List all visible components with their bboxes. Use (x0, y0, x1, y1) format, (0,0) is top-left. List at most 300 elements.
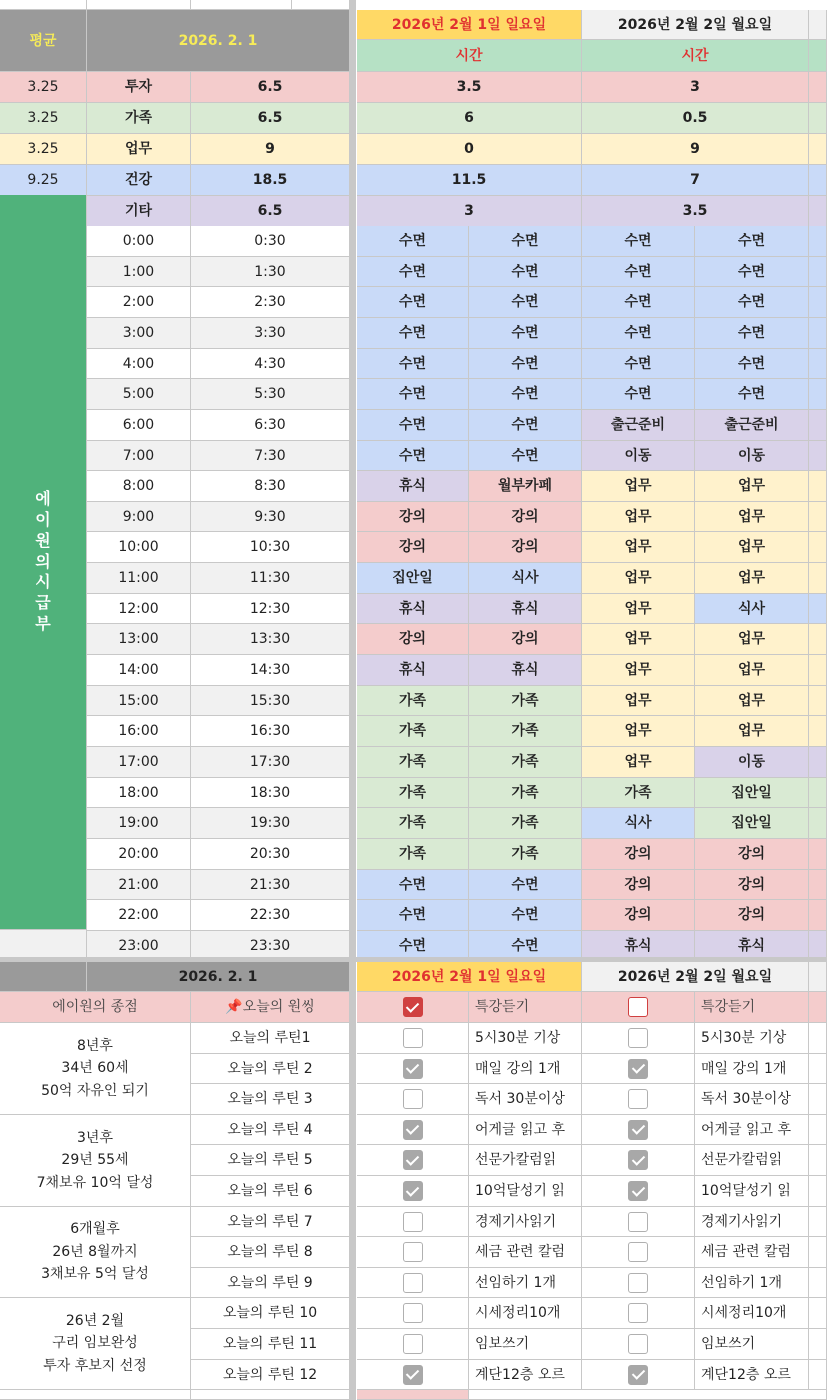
routine-name: 오늘의 루틴 3 (191, 1084, 350, 1115)
schedule-cell[interactable]: 수면 (357, 441, 469, 471)
edge (809, 992, 827, 1023)
schedule-cell[interactable]: 강의 (695, 870, 809, 900)
day2-routine-task[interactable]: 시세정리10개 (695, 1298, 809, 1329)
routine-name: 오늘의 루틴 9 (191, 1268, 350, 1298)
schedule-cell[interactable]: 업무 (582, 686, 695, 716)
day2-routine-task[interactable]: 5시30분 기상 (695, 1023, 809, 1054)
day1-routine-task[interactable]: 시세정리10개 (469, 1298, 582, 1329)
day1-routine-check-cell[interactable] (357, 1298, 469, 1329)
schedule-cell[interactable]: 수면 (695, 226, 809, 257)
goal-text: 3년후 29년 55세 7채보유 10억 달성 (0, 1115, 191, 1207)
schedule-edge (809, 563, 827, 594)
checkbox[interactable] (628, 1242, 648, 1262)
checkbox[interactable] (628, 1212, 648, 1232)
half-hour-label: 10:30 (191, 532, 350, 563)
schedule-cell[interactable]: 수면 (695, 287, 809, 318)
hour-label: 21:00 (87, 870, 191, 900)
avg-value: 3.25 (0, 103, 87, 134)
routine-name: 오늘의 루틴 8 (191, 1237, 350, 1268)
hour-label: 8:00 (87, 471, 191, 502)
schedule-edge (809, 532, 827, 563)
schedule-cell[interactable]: 수면 (695, 318, 809, 349)
day1-routine-check-cell[interactable] (357, 1207, 469, 1237)
routine-name: 오늘의 루틴 5 (191, 1145, 350, 1176)
schedule-edge (809, 900, 827, 931)
day1-time-label: 시간 (357, 40, 582, 72)
schedule-cell[interactable]: 가족 (357, 808, 469, 839)
category-total: 6.5 (191, 196, 350, 227)
schedule-cell[interactable]: 수면 (469, 379, 582, 410)
schedule-cell[interactable]: 업무 (695, 471, 809, 502)
hour-label: 19:00 (87, 808, 191, 839)
day1-onething-task[interactable]: 특강듣기 (469, 992, 582, 1023)
schedule-cell[interactable]: 강의 (695, 839, 809, 870)
half-hour-label: 15:30 (191, 686, 350, 716)
schedule-edge (809, 441, 827, 471)
schedule-edge (809, 257, 827, 287)
checkbox[interactable] (403, 1028, 423, 1048)
day2-category-hours: 7 (582, 165, 809, 196)
hour-label: 12:00 (87, 594, 191, 624)
schedule-cell[interactable]: 식사 (469, 563, 582, 594)
schedule-cell[interactable]: 수면 (357, 379, 469, 410)
schedule-cell[interactable]: 수면 (469, 226, 582, 257)
schedule-cell[interactable]: 집안일 (695, 808, 809, 839)
schedule-cell[interactable]: 업무 (695, 655, 809, 686)
checkbox[interactable] (403, 1242, 423, 1262)
day1-routine-check-cell[interactable] (357, 1268, 469, 1298)
schedule-cell[interactable]: 강의 (582, 870, 695, 900)
checkbox[interactable] (628, 1365, 648, 1385)
schedule-edge (809, 410, 827, 441)
schedule-cell[interactable]: 수면 (469, 441, 582, 471)
schedule-cell[interactable]: 휴식 (469, 655, 582, 686)
schedule-cell[interactable]: 가족 (469, 839, 582, 870)
schedule-cell[interactable]: 강의 (357, 502, 469, 532)
day2-routine-check-cell[interactable] (582, 1115, 695, 1145)
day3-edge (809, 165, 827, 196)
schedule-cell[interactable]: 출근준비 (695, 410, 809, 441)
bottom-fill (469, 1390, 827, 1400)
day2-category-hours: 9 (582, 134, 809, 165)
hour-label: 5:00 (87, 379, 191, 410)
half-hour-label: 12:30 (191, 594, 350, 624)
half-hour-label: 18:30 (191, 778, 350, 808)
edge (809, 1115, 827, 1145)
hour-label: 0:00 (87, 226, 191, 257)
category-label: 기타 (87, 196, 191, 227)
schedule-cell[interactable]: 강의 (582, 839, 695, 870)
half-hour-label: 13:30 (191, 624, 350, 655)
day2-routine-task[interactable]: 독서 30분이상 (695, 1084, 809, 1115)
stub-cell (0, 0, 87, 10)
schedule-cell[interactable]: 수면 (582, 226, 695, 257)
day2-routine-check-cell[interactable] (582, 1054, 695, 1084)
schedule-edge (809, 318, 827, 349)
checkbox[interactable] (628, 1334, 648, 1354)
half-hour-label: 21:30 (191, 870, 350, 900)
schedule-cell[interactable]: 강의 (357, 624, 469, 655)
day2-routine-task[interactable]: 경제기사읽기 (695, 1207, 809, 1237)
schedule-cell[interactable]: 가족 (357, 747, 469, 778)
schedule-cell[interactable]: 식사 (695, 594, 809, 624)
schedule-cell[interactable]: 수면 (357, 870, 469, 900)
day3-edge (809, 72, 827, 103)
edge (809, 1145, 827, 1176)
edge (809, 1268, 827, 1298)
schedule-cell[interactable]: 수면 (357, 318, 469, 349)
hour-label: 11:00 (87, 563, 191, 594)
avg-value: 3.25 (0, 72, 87, 103)
day2-routine-task[interactable]: 임보쓰기 (695, 1329, 809, 1360)
half-hour-label: 9:30 (191, 502, 350, 532)
avg-header: 평균 (0, 10, 87, 72)
schedule-cell[interactable]: 업무 (582, 563, 695, 594)
day2-routine-task[interactable]: 선임하기 1개 (695, 1268, 809, 1298)
edge (809, 1176, 827, 1207)
day2-routine-task[interactable]: 선문가칼럼읽 (695, 1145, 809, 1176)
side-label: 에이원의 시급부 (0, 195, 87, 930)
checkbox[interactable] (403, 1120, 423, 1140)
half-hour-label: 0:30 (191, 226, 350, 257)
stub-cell (191, 0, 292, 10)
day2-routine-check-cell[interactable] (582, 1237, 695, 1268)
schedule-cell[interactable]: 이동 (582, 441, 695, 471)
checkbox[interactable] (628, 1150, 648, 1170)
schedule-edge (809, 594, 827, 624)
schedule-cell[interactable]: 가족 (469, 808, 582, 839)
day1-routine-task[interactable]: 선임하기 1개 (469, 1268, 582, 1298)
hour-label: 4:00 (87, 349, 191, 379)
day1-routine-task[interactable]: 10억달성기 읽 (469, 1176, 582, 1207)
half-hour-label: 5:30 (191, 379, 350, 410)
schedule-cell[interactable]: 가족 (469, 686, 582, 716)
schedule-cell[interactable]: 휴식 (357, 655, 469, 686)
day1-routine-task[interactable]: 선문가칼럼읽 (469, 1145, 582, 1176)
checkbox[interactable] (403, 1212, 423, 1232)
schedule-cell[interactable]: 수면 (695, 379, 809, 410)
schedule-cell[interactable]: 식사 (582, 808, 695, 839)
avg-value: 3.25 (0, 134, 87, 165)
day1-routine-task[interactable]: 매일 강의 1개 (469, 1054, 582, 1084)
goal-text: 8년후 34년 60세 50억 자유인 되기 (0, 1023, 191, 1115)
day2-routine-task[interactable]: 매일 강의 1개 (695, 1054, 809, 1084)
day2-routine-check-cell[interactable] (582, 1207, 695, 1237)
half-hour-label: 1:30 (191, 257, 350, 287)
schedule-cell[interactable]: 이동 (695, 441, 809, 471)
footer-day1: 2026년 2월 1일 일요일 (357, 962, 582, 992)
schedule-cell[interactable]: 수면 (582, 349, 695, 379)
schedule-cell[interactable]: 휴식 (582, 931, 695, 962)
day1-title: 2026년 2월 1일 일요일 (357, 10, 582, 40)
schedule-cell[interactable]: 업무 (582, 747, 695, 778)
day2-onething-check-cell[interactable] (582, 992, 695, 1023)
schedule-edge (809, 349, 827, 379)
schedule-cell[interactable]: 강의 (582, 900, 695, 931)
schedule-cell[interactable]: 수면 (695, 257, 809, 287)
day2-routine-task[interactable]: 세금 관련 칼럼 (695, 1237, 809, 1268)
day1-routine-check-cell[interactable] (357, 1329, 469, 1360)
schedule-cell[interactable]: 강의 (469, 502, 582, 532)
schedule-cell[interactable]: 강의 (469, 624, 582, 655)
day2-routine-check-cell[interactable] (582, 1084, 695, 1115)
hour-label: 20:00 (87, 839, 191, 870)
edge (809, 1360, 827, 1390)
checkbox[interactable] (628, 997, 648, 1017)
routine-name: 오늘의 루틴 6 (191, 1176, 350, 1207)
edge (809, 1023, 827, 1054)
day2-routine-check-cell[interactable] (582, 1176, 695, 1207)
day1-routine-check-cell[interactable] (357, 1360, 469, 1390)
day1-routine-check-cell[interactable] (357, 1145, 469, 1176)
category-total: 6.5 (191, 72, 350, 103)
half-hour-label: 16:30 (191, 716, 350, 747)
schedule-cell[interactable]: 가족 (469, 716, 582, 747)
day1-category-hours: 3.5 (357, 72, 582, 103)
schedule-cell[interactable]: 업무 (582, 624, 695, 655)
checkbox[interactable] (628, 1059, 648, 1079)
schedule-cell[interactable]: 휴식 (469, 594, 582, 624)
day1-category-hours: 6 (357, 103, 582, 134)
half-hour-label: 22:30 (191, 900, 350, 931)
day1-category-hours: 11.5 (357, 165, 582, 196)
category-label: 업무 (87, 134, 191, 165)
schedule-cell[interactable]: 수면 (582, 318, 695, 349)
half-hour-label: 7:30 (191, 441, 350, 471)
schedule-cell[interactable]: 월부카페 (469, 471, 582, 502)
schedule-cell[interactable]: 업무 (582, 471, 695, 502)
day1-routine-task[interactable]: 임보쓰기 (469, 1329, 582, 1360)
schedule-cell[interactable]: 가족 (469, 778, 582, 808)
schedule-edge (809, 471, 827, 502)
stub-cell (87, 0, 191, 10)
schedule-cell[interactable]: 수면 (357, 410, 469, 441)
day1-category-hours: 3 (357, 196, 582, 227)
checkbox[interactable] (403, 1365, 423, 1385)
half-hour-label: 19:30 (191, 808, 350, 839)
frozen-column-divider[interactable] (350, 0, 356, 1400)
hour-label: 22:00 (87, 900, 191, 931)
schedule-cell[interactable]: 가족 (357, 778, 469, 808)
day1-routine-task[interactable]: 세금 관련 칼럼 (469, 1237, 582, 1268)
schedule-cell[interactable]: 수면 (582, 287, 695, 318)
goal-text: 6개월후 26년 8월까지 3채보유 5억 달성 (0, 1207, 191, 1298)
day2-routine-check-cell[interactable] (582, 1298, 695, 1329)
schedule-cell[interactable]: 수면 (469, 349, 582, 379)
routine-name: 오늘의 루틴1 (191, 1023, 350, 1054)
frozen-row-divider[interactable] (0, 957, 827, 962)
schedule-cell[interactable]: 이동 (695, 747, 809, 778)
checkbox[interactable] (403, 1059, 423, 1079)
footer-blank (0, 962, 87, 992)
day3-edge (809, 134, 827, 165)
schedule-edge (809, 686, 827, 716)
day2-routine-task[interactable]: 계단12층 오르 (695, 1360, 809, 1390)
day1-routine-task[interactable]: 계단12층 오르 (469, 1360, 582, 1390)
day1-routine-check-cell[interactable] (357, 1023, 469, 1054)
hour-label: 18:00 (87, 778, 191, 808)
schedule-cell[interactable]: 수면 (469, 870, 582, 900)
schedule-cell[interactable]: 가족 (357, 839, 469, 870)
checkbox[interactable] (403, 1273, 423, 1293)
one-thing-header: 📌오늘의 원씽 (191, 992, 350, 1023)
checkbox[interactable] (628, 1303, 648, 1323)
day2-routine-check-cell[interactable] (582, 1268, 695, 1298)
edge (809, 1329, 827, 1360)
edge (809, 1237, 827, 1268)
checkbox[interactable] (403, 1334, 423, 1354)
day2-routine-task[interactable]: 어게글 읽고 후 (695, 1115, 809, 1145)
category-total: 6.5 (191, 103, 350, 134)
schedule-edge (809, 870, 827, 900)
checkbox[interactable] (403, 997, 423, 1017)
half-hour-label: 14:30 (191, 655, 350, 686)
schedule-cell[interactable]: 수면 (469, 287, 582, 318)
day2-title: 2026년 2월 2일 월요일 (582, 10, 809, 40)
day1-routine-task[interactable]: 5시30분 기상 (469, 1023, 582, 1054)
avg-value: 9.25 (0, 165, 87, 196)
schedule-cell[interactable]: 수면 (357, 287, 469, 318)
day2-routine-check-cell[interactable] (582, 1329, 695, 1360)
schedule-cell[interactable]: 수면 (357, 931, 469, 962)
schedule-cell[interactable]: 수면 (469, 410, 582, 441)
day1-onething-check-cell[interactable] (357, 992, 469, 1023)
schedule-cell[interactable]: 업무 (695, 563, 809, 594)
half-hour-label: 2:30 (191, 287, 350, 318)
day1-routine-check-cell[interactable] (357, 1237, 469, 1268)
hour-label: 14:00 (87, 655, 191, 686)
day2-routine-check-cell[interactable] (582, 1145, 695, 1176)
schedule-cell[interactable]: 업무 (582, 655, 695, 686)
schedule-cell[interactable]: 수면 (582, 379, 695, 410)
routine-name: 오늘의 루틴 7 (191, 1207, 350, 1237)
schedule-cell[interactable]: 수면 (469, 931, 582, 962)
schedule-cell[interactable]: 수면 (357, 900, 469, 931)
hour-label: 7:00 (87, 441, 191, 471)
checkbox[interactable] (403, 1089, 423, 1109)
schedule-cell[interactable]: 수면 (357, 349, 469, 379)
day2-onething-task[interactable]: 특강듣기 (695, 992, 809, 1023)
schedule-cell[interactable]: 휴식 (357, 471, 469, 502)
day2-routine-check-cell[interactable] (582, 1360, 695, 1390)
edge (809, 1054, 827, 1084)
hour-label: 1:00 (87, 257, 191, 287)
routine-name: 오늘의 루틴 2 (191, 1054, 350, 1084)
day2-category-hours: 3.5 (582, 196, 809, 227)
checkbox[interactable] (628, 1181, 648, 1201)
checkbox[interactable] (628, 1089, 648, 1109)
schedule-cell[interactable]: 집안일 (695, 778, 809, 808)
schedule-cell[interactable]: 가족 (357, 686, 469, 716)
day1-routine-check-cell[interactable] (357, 1054, 469, 1084)
category-total: 18.5 (191, 165, 350, 196)
half-hour-label: 8:30 (191, 471, 350, 502)
day1-routine-check-cell[interactable] (357, 1084, 469, 1115)
day2-routine-check-cell[interactable] (582, 1023, 695, 1054)
checkbox[interactable] (403, 1181, 423, 1201)
footer-day2: 2026년 2월 2일 월요일 (582, 962, 809, 992)
schedule-cell[interactable]: 업무 (582, 716, 695, 747)
schedule-cell[interactable]: 업무 (695, 624, 809, 655)
schedule-edge (809, 747, 827, 778)
day1-routine-task[interactable]: 독서 30분이상 (469, 1084, 582, 1115)
schedule-edge (809, 287, 827, 318)
schedule-cell[interactable]: 가족 (582, 778, 695, 808)
schedule-cell[interactable]: 가족 (357, 716, 469, 747)
date-header: 2026. 2. 1 (87, 10, 350, 72)
checkbox[interactable] (403, 1303, 423, 1323)
day3-edge (809, 196, 827, 227)
routine-name: 오늘의 루틴 11 (191, 1329, 350, 1360)
checkbox[interactable] (628, 1273, 648, 1293)
schedule-cell[interactable]: 강의 (357, 532, 469, 563)
schedule-cell[interactable]: 업무 (695, 686, 809, 716)
hour-label: 2:00 (87, 287, 191, 318)
schedule-cell[interactable]: 업무 (582, 594, 695, 624)
schedule-cell[interactable]: 업무 (695, 502, 809, 532)
schedule-cell[interactable]: 수면 (582, 257, 695, 287)
schedule-cell[interactable]: 수면 (469, 900, 582, 931)
category-label: 투자 (87, 72, 191, 103)
schedule-cell[interactable]: 수면 (469, 257, 582, 287)
day1-routine-check-cell[interactable] (357, 1115, 469, 1145)
half-hour-label: 11:30 (191, 563, 350, 594)
schedule-edge (809, 379, 827, 410)
checkbox[interactable] (628, 1028, 648, 1048)
schedule-cell[interactable]: 가족 (469, 747, 582, 778)
day1-routine-task[interactable]: 경제기사읽기 (469, 1207, 582, 1237)
day3-title-edge (809, 10, 827, 40)
checkbox[interactable] (403, 1150, 423, 1170)
schedule-cell[interactable]: 업무 (582, 532, 695, 563)
category-label: 가족 (87, 103, 191, 134)
day3-time-edge (809, 40, 827, 72)
schedule-cell[interactable]: 수면 (695, 349, 809, 379)
hour-label: 9:00 (87, 502, 191, 532)
edge (809, 1298, 827, 1329)
footer-day3-edge (809, 962, 827, 992)
routine-name: 오늘의 루틴 12 (191, 1360, 350, 1390)
schedule-edge (809, 778, 827, 808)
day1-routine-task[interactable]: 어게글 읽고 후 (469, 1115, 582, 1145)
schedule-cell[interactable]: 수면 (357, 226, 469, 257)
checkbox[interactable] (628, 1120, 648, 1140)
schedule-edge (809, 808, 827, 839)
schedule-cell[interactable]: 강의 (695, 900, 809, 931)
schedule-cell[interactable]: 수면 (357, 257, 469, 287)
edge (809, 1084, 827, 1115)
day1-routine-check-cell[interactable] (357, 1176, 469, 1207)
schedule-edge (809, 839, 827, 870)
schedule-cell[interactable]: 수면 (469, 318, 582, 349)
hour-label: 16:00 (87, 716, 191, 747)
schedule-cell[interactable]: 휴식 (695, 931, 809, 962)
schedule-cell[interactable]: 집안일 (357, 563, 469, 594)
day3-edge (809, 103, 827, 134)
footer-date: 2026. 2. 1 (87, 962, 350, 992)
schedule-cell[interactable]: 출근준비 (582, 410, 695, 441)
schedule-cell[interactable]: 업무 (582, 502, 695, 532)
schedule-cell[interactable]: 강의 (469, 532, 582, 563)
schedule-cell[interactable]: 업무 (695, 716, 809, 747)
half-hour-label: 4:30 (191, 349, 350, 379)
schedule-cell[interactable]: 업무 (695, 532, 809, 563)
day2-category-hours: 3 (582, 72, 809, 103)
schedule-cell[interactable]: 휴식 (357, 594, 469, 624)
hour-label: 6:00 (87, 410, 191, 441)
schedule-edge (809, 716, 827, 747)
day2-routine-task[interactable]: 10억달성기 읽 (695, 1176, 809, 1207)
